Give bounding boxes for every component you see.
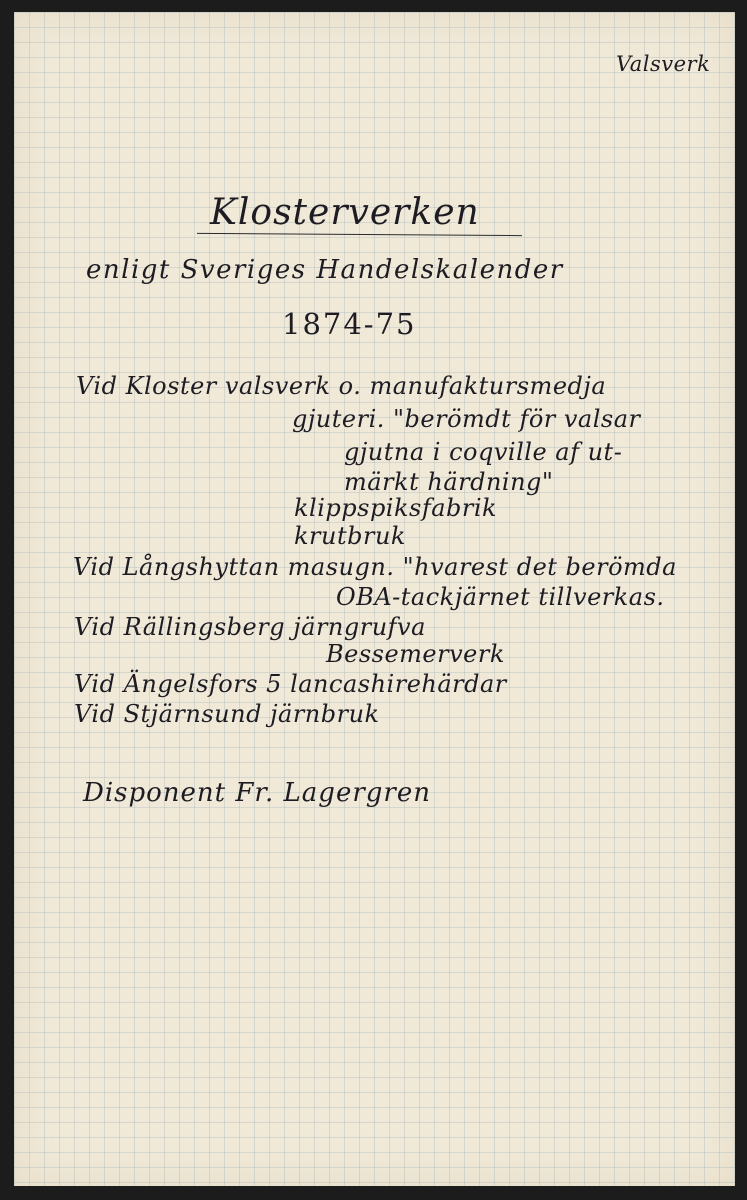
text-line: krutbruk	[294, 522, 406, 550]
text-line: Vid Kloster valsverk o. manufaktursmedja	[76, 372, 607, 400]
text-line: Bessemerverk	[326, 640, 505, 668]
text-line: OBA-tackjärnet tillverkas.	[336, 583, 665, 611]
text-line: Vid Rällingsberg järngrufva	[74, 613, 426, 641]
page-title: Klosterverken	[210, 192, 480, 233]
title-underline	[197, 233, 522, 236]
text-line: Vid Långshyttan masugn. "hvarest det berömda	[73, 553, 677, 581]
signature-line: Disponent Fr. Lagergren	[83, 778, 431, 808]
text-line: gjuteri. "berömdt för valsar	[292, 405, 641, 433]
text-line: Vid Stjärnsund järnbruk	[74, 700, 380, 728]
corner-note: Valsverk	[616, 52, 711, 76]
text-line: märkt härdning"	[344, 468, 554, 496]
text-line: Vid Ängelsfors 5 lancashirehärdar	[74, 670, 507, 698]
text-line: gjutna i coqville af ut-	[344, 438, 623, 466]
text-line: klippspiksfabrik	[294, 494, 498, 522]
handwritten-page	[14, 12, 735, 1186]
page-subtitle: enligt Sveriges Handelskalender	[86, 255, 564, 285]
year-range: 1874-75	[282, 307, 417, 341]
